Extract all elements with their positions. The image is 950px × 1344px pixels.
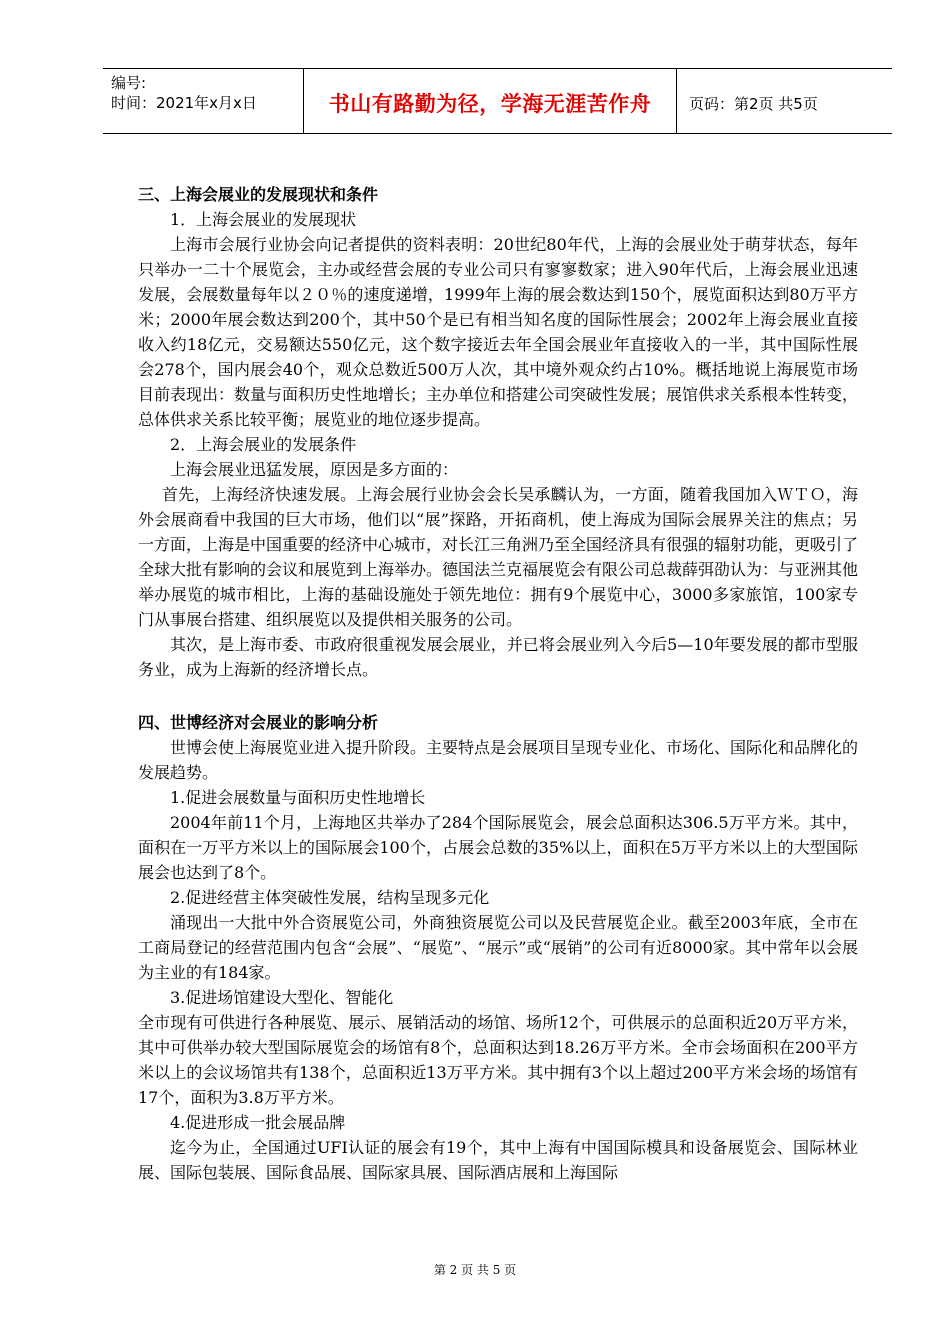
paragraph: 2004年前11个月，上海地区共举办了284个国际展览会，展会总面积达306.5万平方米。其中，面积在一万平方米以上的国际展会100个，占展会总数的35%以上，面积在5万平方米以上的大型国际展会也达到了8个。 xyxy=(138,813,858,882)
paragraph: 上海会展业迅猛发展，原因是多方面的： xyxy=(170,460,459,479)
document-body xyxy=(138,182,858,1185)
page-header xyxy=(103,68,892,134)
paragraph: 世博会使上海展览业进入提升阶段。主要特点是会展项目呈现专业化、市场化、国际化和品牌化的发展趋势。 xyxy=(138,738,859,782)
page-footer: 第 2 页 共 5 页 xyxy=(433,1263,517,1277)
time-label: 时间：2021年x月x日 xyxy=(111,94,257,112)
section-heading: 三、上海会展业的发展现状和条件 xyxy=(138,185,379,204)
subheading: 1．上海会展业的发展现状 xyxy=(170,210,357,229)
paragraph: 迄今为止，全国通过UFI认证的展会有19个，其中上海有中国国际模具和设备展览会、国际林业展、国际包装展、国际食品展、国际家具展、国际酒店展和上海国际 xyxy=(138,1138,858,1182)
subheading: 4.促进形成一批会展品牌 xyxy=(170,1113,346,1132)
subheading: 2．上海会展业的发展条件 xyxy=(170,435,357,454)
subheading: 2.促进经营主体突破性发展，结构呈现多元化 xyxy=(170,888,490,907)
paragraph: 其次，是上海市委、市政府很重视发展会展业，并已将会展业列入今后5—10年要发展的都市型服务业，成为上海新的经济增长点。 xyxy=(138,635,858,679)
paragraph: 涌现出一大批中外合资展览公司，外商独资展览公司以及民营展览企业。截至2003年底，全市在工商局登记的经营范围内包含“会展”、“展览”、“展示”或“展销”的公司有近8000家。其中常年以会展为主业的有184家。 xyxy=(138,913,858,982)
spacer xyxy=(138,682,858,710)
paragraph: 首先，上海经济快速发展。上海会展行业协会会长吴承麟认为，一方面，随着我国加入ＷＴＯ，海外会展商看中我国的巨大市场，他们以“展”探路，开拓商机，使上海成为国际会展界关注的焦点；另一方面，上海是中国重要的经济中心城市，对长江三角洲乃至全国经济具有很强的辐射功能，更吸引了全球大批有影响的会议和展览到上海举办。德国法兰克福展览会有限公司总裁薛弭劭认为：与亚洲其他举办展览的城市相比，上海的基础设施处于领先地位：拥有9个展览中心，3000多家旅馆，100家专门从事展台搭建、组织展览以及提供相关服务的公司。 xyxy=(138,485,859,629)
section-heading: 四、世博经济对会展业的影响分析 xyxy=(138,713,379,732)
header-info xyxy=(103,69,304,133)
subheading: 1.促进会展数量与面积历史性地增长 xyxy=(170,788,426,807)
paragraph: 全市现有可供进行各种展览、展示、展销活动的场馆、场所12个，可供展示的总面积近20万平方米，其中可供举办较大型国际展览会的场馆有8个，总面积达到18.26万平方米。全市会场面积在200平方米以上的会议场馆共有138个，总面积近13万平方米。其中拥有3个以上超过200平方米会场的场馆有17个，面积为3.8万平方米。 xyxy=(138,1013,858,1107)
header-page-label: 页码：第2页 共5页 xyxy=(689,94,818,113)
header-motto: 书山有路勤为径，学海无涯苦作舟 xyxy=(304,69,677,133)
subheading: 3.促进场馆建设大型化、智能化 xyxy=(170,988,394,1007)
number-label: 编号: xyxy=(111,74,147,92)
paragraph: 上海市会展行业协会向记者提供的资料表明：20世纪80年代，上海的会展业处于萌芽状态，每年只举办一二十个展览会，主办或经营会展的专业公司只有寥寥数家；进入90年代后，上海会展业迅速发展，会展数量每年以２０％的速度递增，1999年上海的展会数达到150个，展览面积达到80万平方米；2000年展会数达到200个，其中50个是已有相当知名度的国际性展会；2002年上海会展业直接收入约18亿元，交易额达550亿元，这个数字接近去年全国会展业年直接收入的一半，其中国际性展会278个，国内展会40个，观众总数近500万人次，其中境外观众约占10%。概括地说上海展览市场目前表现出：数量与面积历史性地增长；主办单位和搭建公司突破性发展；展馆供求关系根本性转变，总体供求关系比较平衡；展览业的地位逐步提高。 xyxy=(138,235,859,429)
